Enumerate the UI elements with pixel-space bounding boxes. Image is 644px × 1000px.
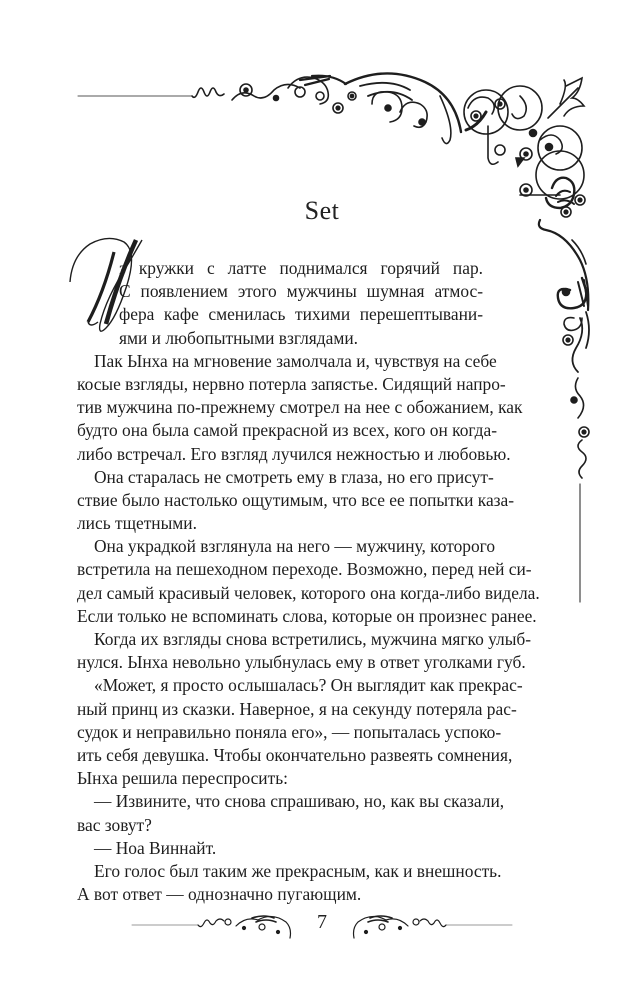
text-line: ями и любопытными взглядами. (119, 327, 359, 348)
text-line: встретила на пешеходном переходе. Возможно, перед ней си- (77, 559, 532, 580)
text-line: фера кафе сменилась тихими перешептывани- (119, 304, 483, 325)
text-line: косые взгляды, нервно потерла запястье. Сидящий напро- (77, 373, 506, 394)
page-number: 7 (317, 911, 327, 933)
text-line: ный принц из сказки. Наверное, я на секунду потеряла рас- (77, 698, 517, 719)
body-text (77, 257, 540, 906)
text-line: нулся. Ынха невольно улыбнулась ему в ответ уголками губ. (77, 652, 526, 673)
text-line: будто она была самой прекрасной из всех, кого он когда- (77, 420, 498, 441)
text-line: Его голос был таким же прекрасным, как и внешность. (94, 860, 502, 881)
text-line: С появлением этого мужчины шумная атмос- (119, 281, 483, 302)
dialogue-line: вас зовут? (77, 814, 152, 835)
text-line: А вот ответ — однозначно пугающим. (77, 884, 362, 905)
text-line: лись тщетными. (77, 513, 197, 534)
text-line: тив мужчина по-прежнему смотрел на нее с обожанием, как (77, 397, 523, 418)
text-line: Пак Ынха на мгновение замолчала и, чувствуя на себе (94, 350, 497, 371)
text-line: ить себя девушка. Чтобы окончательно развеять сомнения, (77, 744, 513, 765)
text-line: Когда их взгляды снова встретились, мужчина мягко улыб- (94, 629, 532, 649)
text-line: Ынха решила переспросить: (77, 768, 288, 789)
text-line: либо встречал. Его взгляд лучился нежностью и любовью. (77, 443, 511, 464)
text-line: судок и неправильно поняла его», — попыталась успоко- (77, 721, 502, 742)
text-line: з кружки с латте поднимался горячий пар. (119, 258, 483, 278)
text-line: Она старалась не смотреть ему в глаза, но его присут- (94, 466, 494, 487)
text-line: Если только не вспоминать слова, которые он произнес ранее. (77, 605, 537, 626)
chapter-title: Set (304, 196, 340, 225)
dialogue-line: — Ноа Виннайт. (94, 837, 217, 858)
text-line: дел самый красивый человек, которого она когда-либо видела. (77, 582, 540, 603)
text-line: «Может, я просто ослышалась? Он выглядит как прекрас- (94, 675, 523, 696)
text-line: Она украдкой взглянула на него — мужчину, которого (94, 536, 496, 557)
text-line: ствие было настолько ощутимым, что все ее попытки каза- (77, 489, 515, 510)
dialogue-line: — Извините, что снова спрашиваю, но, как вы сказали, (94, 791, 505, 812)
